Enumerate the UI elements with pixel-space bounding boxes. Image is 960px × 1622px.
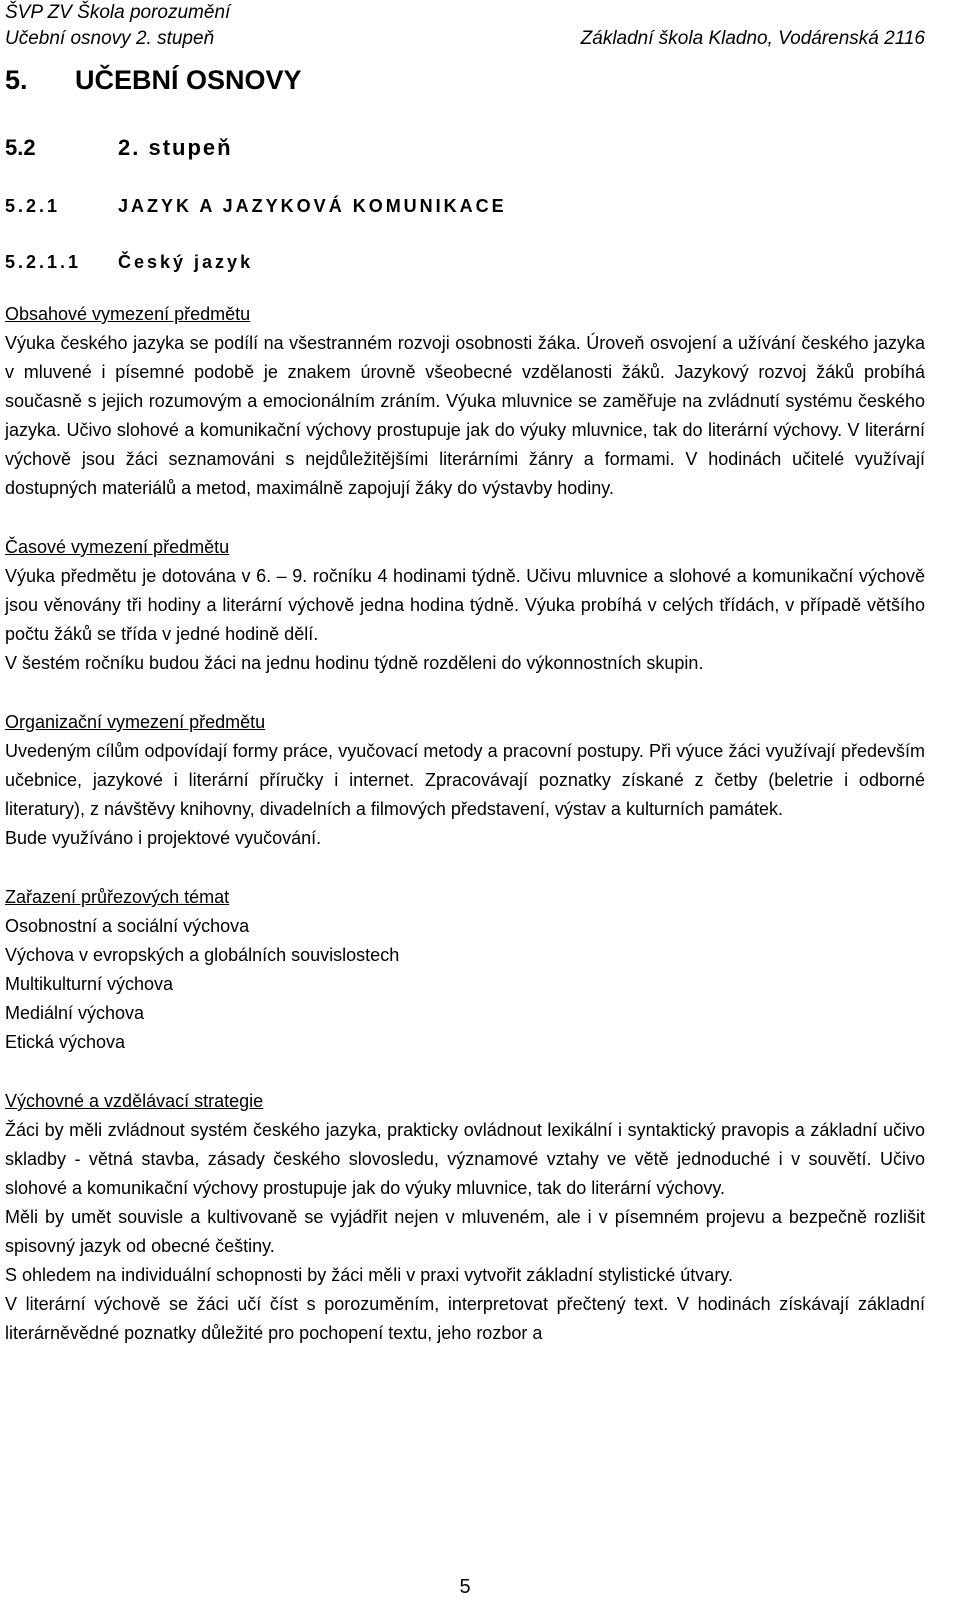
organization-title: Organizační vymezení předmětu	[5, 712, 266, 732]
subsection-heading	[5, 194, 925, 218]
organization-section	[5, 708, 925, 853]
list-item: Výchova v evropských a globálních souvislostech	[5, 945, 400, 965]
organization-text: Uvedeným cílům odpovídají formy práce, vyučovací metody a pracovní postupy. Při výuce žáci využívají především učebnice, jazykové i literární příručky i internet. Zpracovávají poznatky získané z četby (beletrie i odborné literatury), z návštěvy knihovny, divadelních a filmových představení, výstav a kulturních památek.	[5, 741, 925, 819]
strategies-text-4: V literární výchově se žáci učí číst s porozuměním, interpretovat přečtený text. V hodinách získávají základní literárněvědné poznatky důležité pro pochopení textu, jeho rozbor a	[5, 1294, 925, 1343]
subject-number: 5.2.1.1	[5, 252, 82, 272]
section-number: 5.2	[5, 135, 36, 160]
document-page	[5, 0, 925, 1348]
subsection-number: 5.2.1	[5, 196, 61, 216]
strategies-text-3: S ohledem na individuální schopnosti by žáci měli v praxi vytvořit základní stylistické útvary.	[5, 1265, 733, 1285]
content-definition-text: Výuka českého jazyka se podílí na všestranném rozvoji osobnosti žáka. Úroveň osvojení a užívání českého jazyka v mluvené i písemné podobě je znakem úrovně všeobecné vzdělanosti žáků. Jazykový rozvoj žáků probíhá současně s jejich rozumovým a emocionálním zráním. Výuka mluvnice se zaměřuje na zvládnutí systému českého jazyka. Učivo slohové a komunikační výchovy prostupuje jak do výuky mluvnice, tak do literární výchovy. V literární výchově jsou žáci seznamováni s nejdůležitějšími literárními žánry a formami. V hodinách učitelé využívají dostupných materiálů a metod, maximálně zapojují žáky do výstavby hodiny.	[5, 333, 925, 498]
list-item: Etická výchova	[5, 1032, 126, 1052]
content-definition-title: Obsahové vymezení předmětu	[5, 304, 251, 324]
organization-text-2: Bude využíváno i projektové vyučování.	[5, 828, 322, 848]
time-definition-text-2: V šestém ročníku budou žáci na jednu hodinu týdně rozděleni do výkonnostních skupin.	[5, 653, 704, 673]
strategies-section	[5, 1087, 925, 1348]
chapter-title: UČEBNÍ OSNOVY	[75, 65, 302, 95]
list-item: Multikulturní výchova	[5, 974, 174, 994]
cross-topics-title: Zařazení průřezových témat	[5, 887, 230, 907]
chapter-heading	[5, 62, 925, 98]
chapter-number: 5.	[5, 65, 28, 95]
subject-heading	[5, 250, 925, 274]
subject-title: Český jazyk	[118, 252, 254, 272]
section-title: 2. stupeň	[118, 135, 233, 160]
section-heading	[5, 134, 925, 162]
cross-topics-section	[5, 883, 925, 1057]
time-definition-text: Výuka předmětu je dotována v 6. – 9. ročníku 4 hodinami týdně. Učivu mluvnice a slohové a komunikační výchově jsou věnovány tři hodiny a literární výchově jedna hodina týdně. Výuka probíhá v celých třídách, v případě většího počtu žáků se třída v jedné hodině dělí.	[5, 566, 925, 644]
time-definition-section	[5, 533, 925, 678]
list-item: Osobnostní a sociální výchova	[5, 916, 250, 936]
header-school-name: Základní škola Kladno, Vodárenská 2116	[580, 28, 925, 49]
page-header	[5, 0, 925, 52]
header-curriculum: Učební osnovy 2. stupeň	[5, 28, 215, 49]
list-item: Mediální výchova	[5, 1003, 145, 1023]
subsection-title: JAZYK A JAZYKOVÁ KOMUNIKACE	[118, 196, 507, 216]
page-number: 5	[459, 1576, 471, 1598]
strategies-title: Výchovné a vzdělávací strategie	[5, 1091, 264, 1111]
header-row	[5, 26, 925, 52]
header-school-program: ŠVP ZV Škola porozumění	[5, 2, 231, 23]
strategies-text-2: Měli by umět souvisle a kultivovaně se vyjádřit nejen v mluveném, ale i v písemném projevu a bezpečně rozlišit spisovný jazyk od obecné češtiny.	[5, 1207, 925, 1256]
strategies-text: Žáci by měli zvládnout systém českého jazyka, prakticky ovládnout lexikální i syntaktický pravopis a základní učivo skladby - větná stavba, zásady českého slovosledu, významové vztahy ve větě jednoduché i v souvětí. Učivo slohové a komunikační výchovy prostupuje jak do výuky mluvnice, tak do literární výchovy.	[5, 1120, 925, 1198]
content-definition-section	[5, 300, 925, 503]
time-definition-title: Časové vymezení předmětu	[5, 537, 230, 557]
